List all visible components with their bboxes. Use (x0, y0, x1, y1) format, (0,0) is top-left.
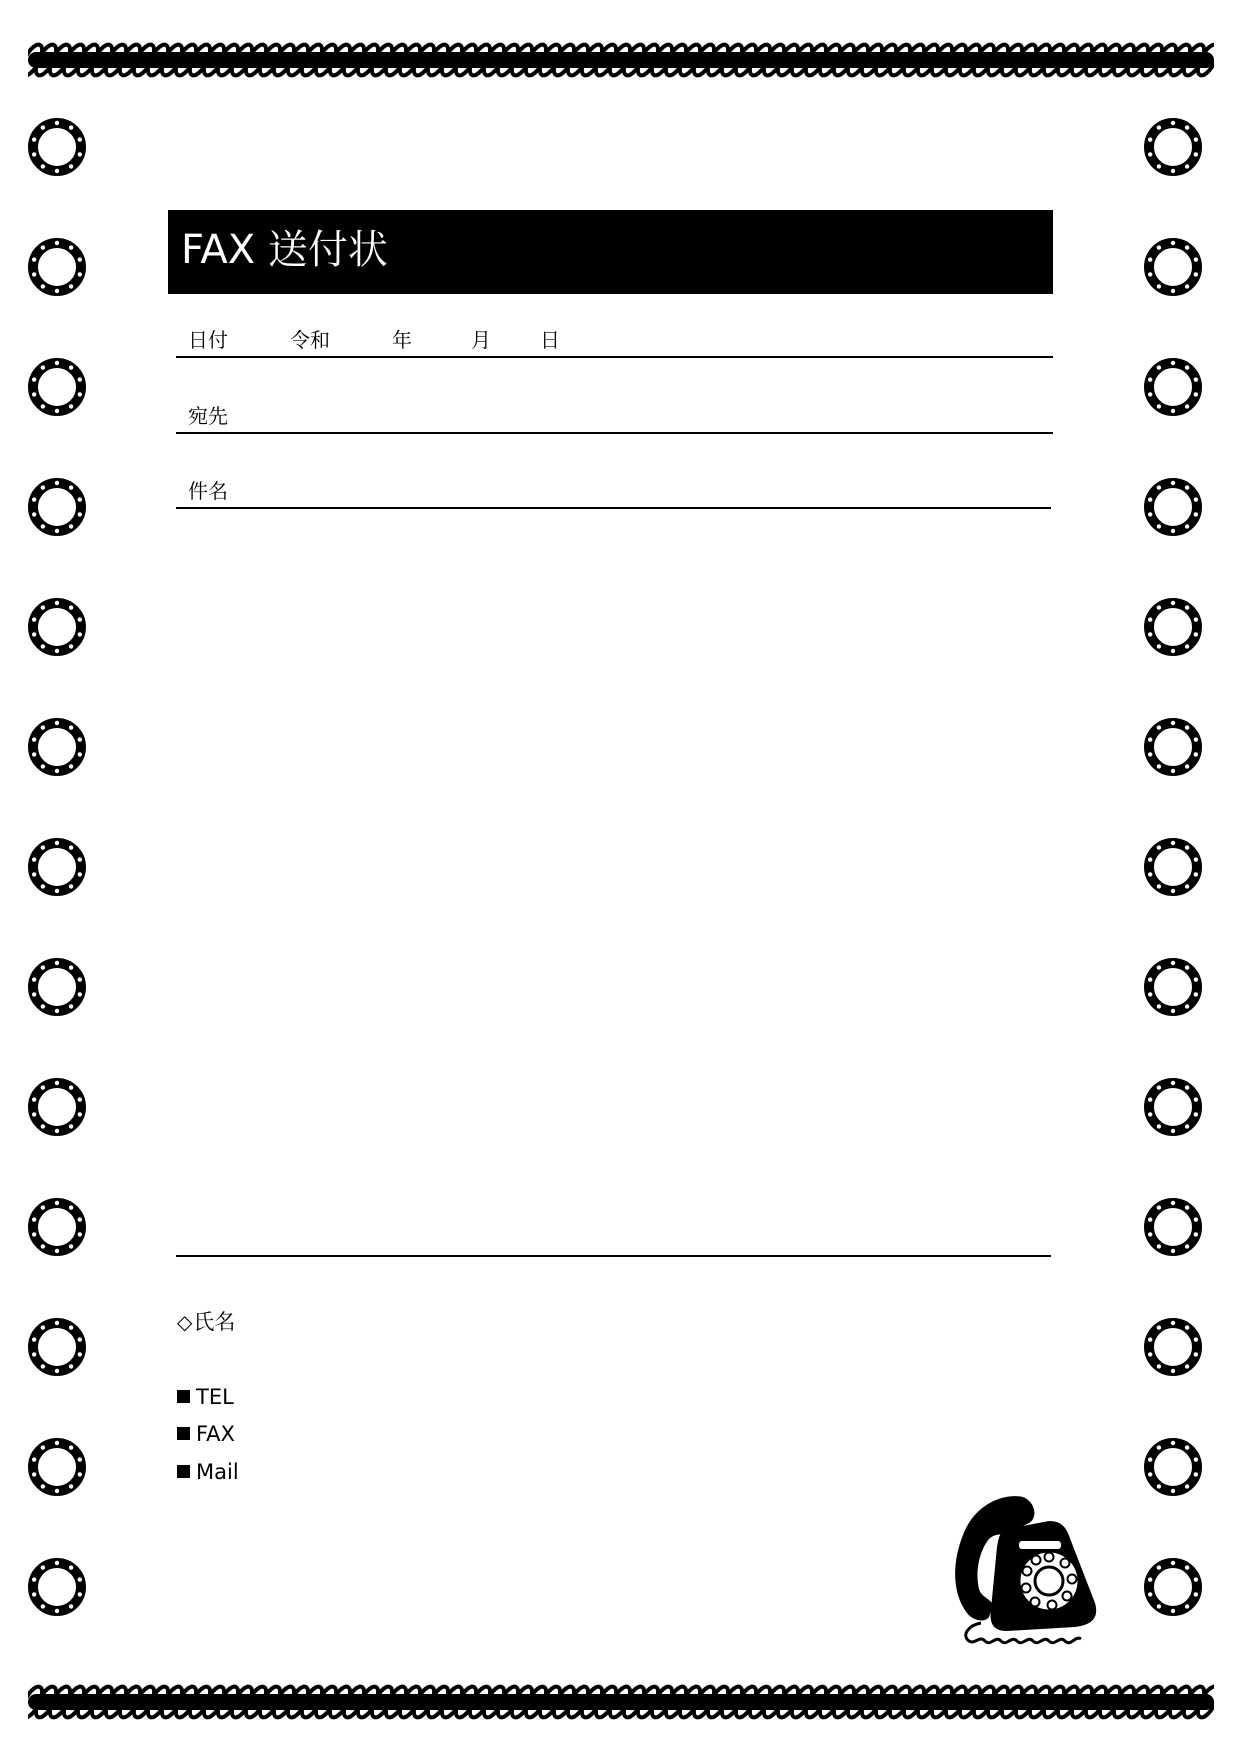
rotary-dial-icon (1138, 592, 1208, 662)
rotary-dial-icon (1138, 712, 1208, 782)
title-bar (168, 210, 1053, 294)
rotary-dial-icon (1138, 352, 1208, 422)
bottom-cord-border (28, 1680, 1214, 1724)
rotary-dial-icon (22, 1192, 92, 1262)
diamond-marker-icon: ◇ (177, 1310, 193, 1334)
rotary-dial-icon (1138, 1432, 1208, 1502)
subject-label: 件名 (188, 479, 228, 503)
top-cord-border (28, 38, 1214, 82)
year-label: 年 (392, 328, 412, 352)
rotary-dial-icon (1138, 1072, 1208, 1142)
rotary-telephone-icon (945, 1485, 1115, 1655)
rotary-dial-icon (1138, 1552, 1208, 1622)
sender-name-line (177, 1309, 235, 1335)
square-bullet-icon (177, 1427, 190, 1440)
rotary-dial-icon (22, 1552, 92, 1622)
day-label: 日 (540, 328, 560, 352)
right-dial-column (1138, 0, 1208, 1755)
rotary-dial-icon (1138, 112, 1208, 182)
mail-line (177, 1459, 239, 1485)
fax-line (177, 1421, 235, 1447)
rotary-dial-icon (22, 472, 92, 542)
recipient-row[interactable] (176, 392, 1053, 434)
square-bullet-icon (177, 1390, 190, 1403)
subject-row[interactable] (176, 467, 1051, 509)
month-label: 月 (471, 328, 491, 352)
rotary-dial-icon (22, 352, 92, 422)
rotary-dial-icon (22, 1312, 92, 1382)
rotary-dial-icon (1138, 952, 1208, 1022)
era-label: 令和 (290, 328, 330, 352)
rotary-dial-icon (22, 832, 92, 902)
rotary-dial-icon (1138, 472, 1208, 542)
tel-label: TEL (196, 1385, 234, 1409)
square-bullet-icon (177, 1465, 190, 1478)
rotary-dial-icon (22, 1072, 92, 1142)
rotary-dial-icon (1138, 232, 1208, 302)
rotary-dial-icon (22, 232, 92, 302)
date-row[interactable] (176, 316, 1053, 358)
fax-label: FAX (196, 1422, 235, 1446)
rotary-dial-icon (1138, 832, 1208, 902)
tel-line (177, 1384, 234, 1410)
rotary-dial-icon (22, 1432, 92, 1502)
rotary-dial-icon (22, 712, 92, 782)
rotary-dial-icon (1138, 1192, 1208, 1262)
rotary-dial-icon (22, 592, 92, 662)
rotary-dial-icon (22, 952, 92, 1022)
recipient-label: 宛先 (188, 404, 228, 428)
left-dial-column (22, 0, 92, 1755)
rotary-dial-icon (1138, 1312, 1208, 1382)
date-label: 日付 (188, 328, 228, 352)
rotary-dial-icon (22, 112, 92, 182)
mail-label: Mail (196, 1460, 239, 1484)
message-body-area[interactable] (176, 510, 1051, 1257)
sender-name-label: 氏名 (193, 1310, 236, 1334)
page-title: FAX 送付状 (181, 227, 388, 273)
